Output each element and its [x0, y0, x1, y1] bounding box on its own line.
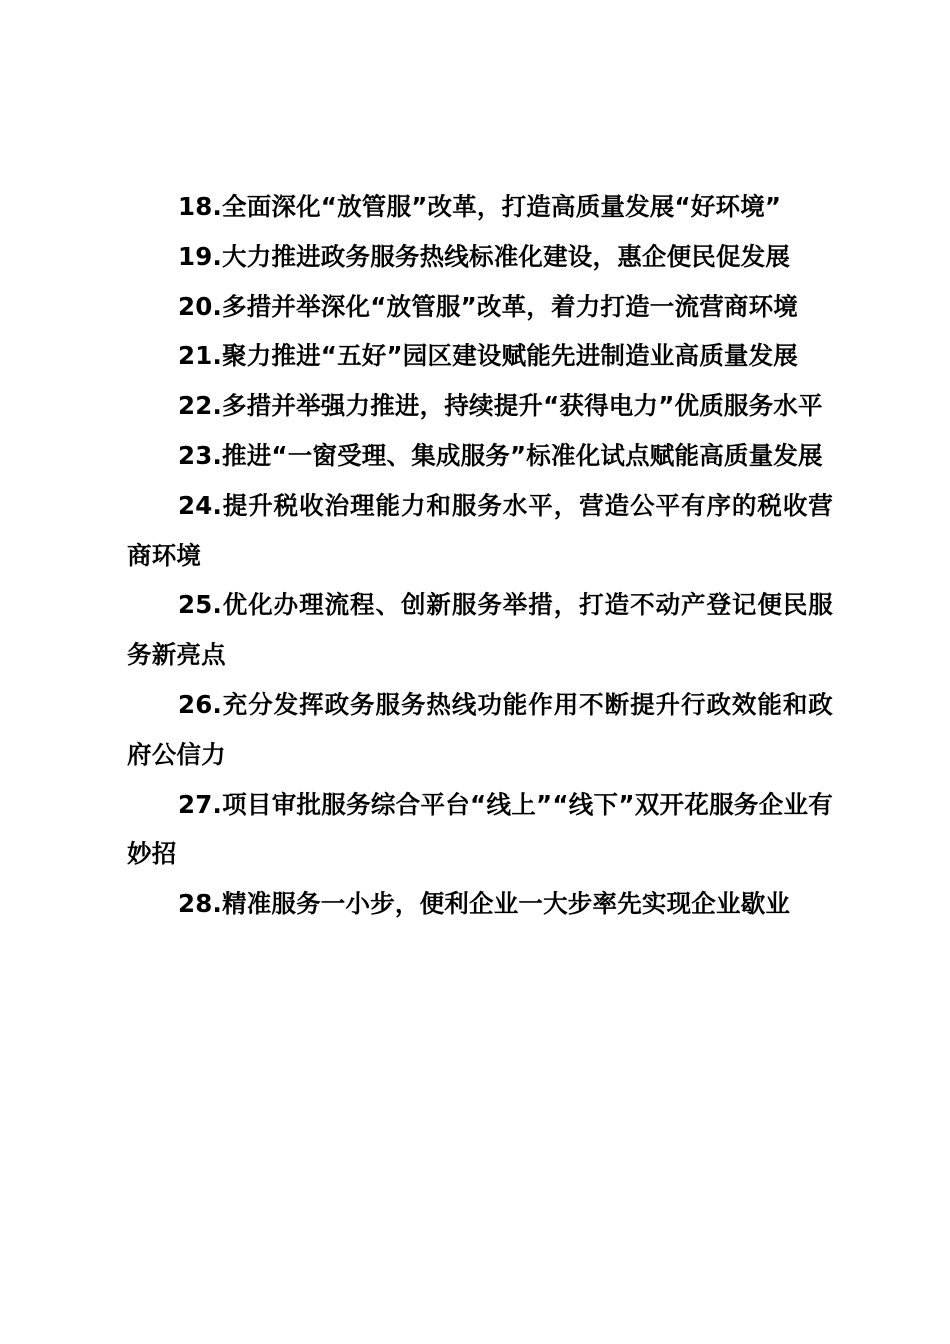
list-item: 25.优化办理流程、创新服务举措，打造不动产登记便民服务新亮点 — [127, 590, 833, 670]
list-item: 28.精准服务一小步，便利企业一大步率先实现企业歇业 — [178, 889, 791, 919]
list-item: 22.多措并举强力推进，持续提升“获得电力”优质服务水平 — [178, 391, 823, 421]
list-item: 19.大力推进政务服务热线标准化建设，惠企便民促发展 — [178, 241, 791, 271]
list-item: 23.推进“一窗受理、集成服务”标准化试点赋能高质量发展 — [178, 440, 823, 470]
list-item: 18.全面深化“放管服”改革，打造高质量发展“好环境” — [178, 192, 782, 221]
list-item: 24.提升税收治理能力和服务水平，营造公平有序的税收营商环境 — [127, 490, 833, 570]
title-list — [127, 182, 833, 929]
list-item: 20.多措并举深化“放管服”改革，着力打造一流营商环境 — [178, 291, 799, 321]
list-item: 21.聚力推进“五好”园区建设赋能先进制造业高质量发展 — [178, 341, 799, 371]
list-item: 27.项目审批服务综合平台“线上”“线下”双开花服务企业有妙招 — [127, 789, 833, 869]
list-item: 26.充分发挥政务服务热线功能作用不断提升行政效能和政府公信力 — [127, 689, 833, 769]
